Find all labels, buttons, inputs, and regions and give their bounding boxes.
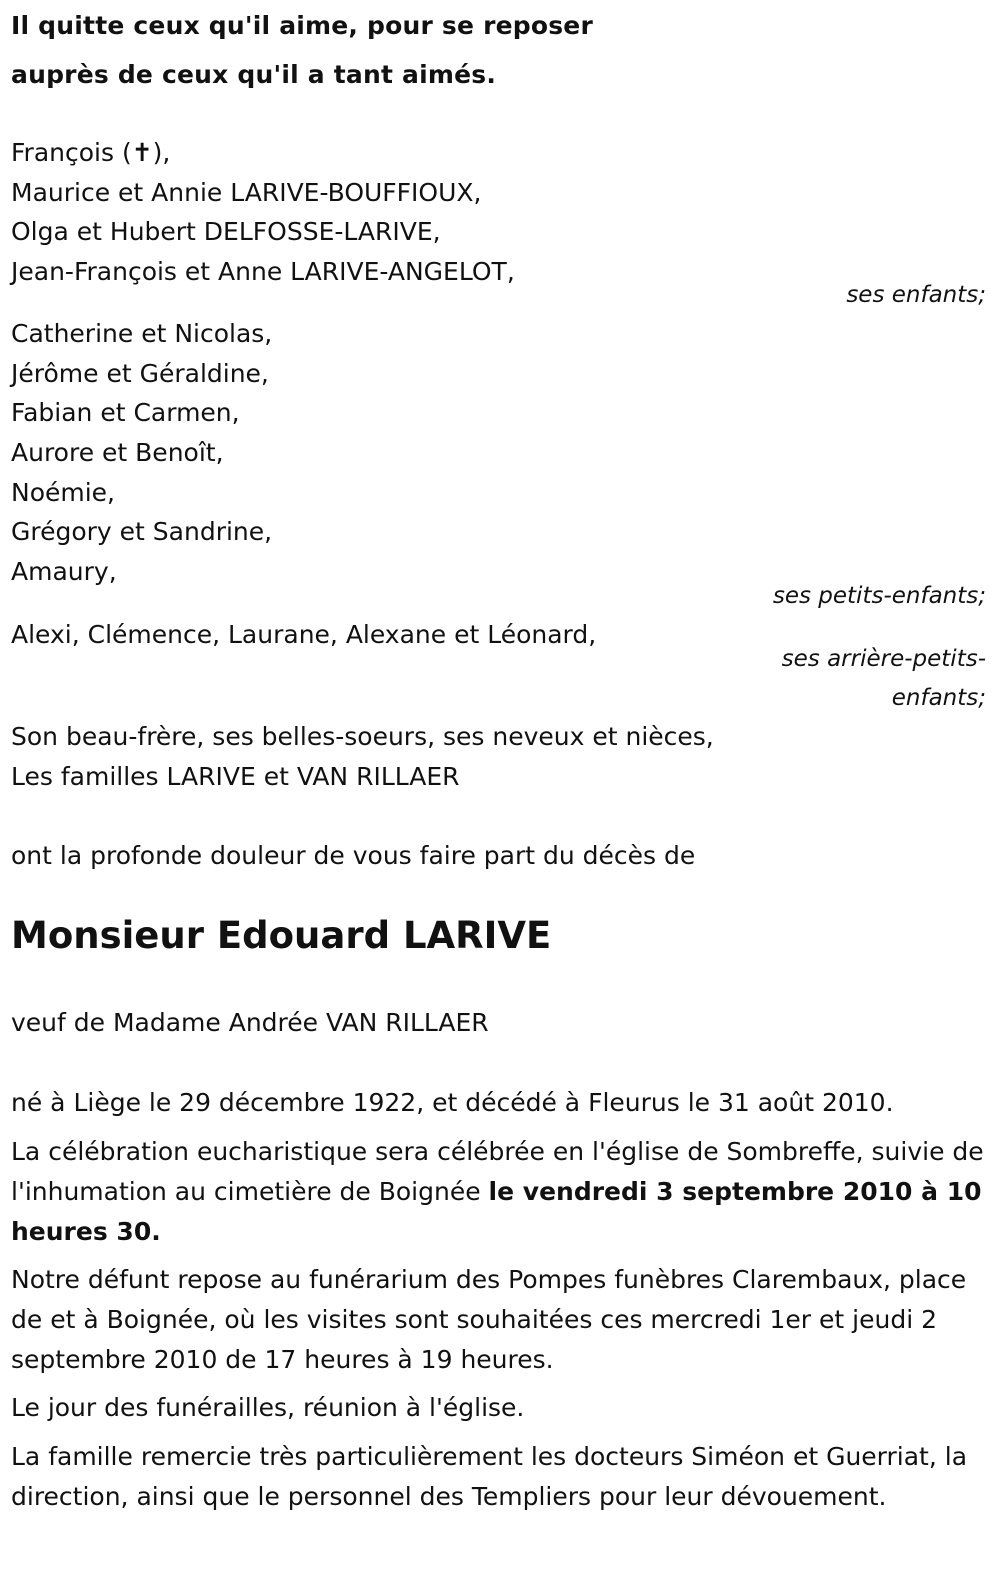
quote-line-1: Il quitte ceux qu'il aime, pour se reposer [11,11,593,40]
children-name-4: Jean-François et Anne LARIVE-ANGELOT, [11,257,515,286]
rest-paragraph: Notre défunt repose au funérarium des Pompes funèbres Clarembaux, place de et à Boignée, où les visites sont souhaitées ces mercredi 1er et jeudi 2 septembre 2010 de 17 heures à 19 heures. [11,1265,967,1374]
celebration-paragraph [11,1132,986,1252]
children-name-3: Olga et Hubert DELFOSSE-LARIVE, [11,217,441,246]
family-line-2: Les familles LARIVE et VAN RILLAER [11,762,460,791]
great-grandchildren-role-2: enfants; [891,685,986,711]
celebration-text: La célébration eucharistique sera célébrée en l'église de Sombreffe, suivie de l'inhumation au cimetière de Boignée [11,1137,984,1206]
children-name-2: Maurice et Annie LARIVE-BOUFFIOUX, [11,178,482,207]
quote-line-2: auprès de ceux qu'il a tant aimés. [11,60,497,89]
birth-death: né à Liège le 29 décembre 1922, et décédé à Fleurus le 31 août 2010. [11,1088,894,1117]
grandchildren-name-5: Noémie, [11,478,116,507]
grandchildren-name-4: Aurore et Benoît, [11,438,224,467]
celebration-date: le vendredi 3 septembre 2010 à 10 heures 30. [11,1177,982,1246]
grandchildren-name-1: Catherine et Nicolas, [11,319,273,348]
grandchildren-role: ses petits-enfants; [772,583,986,609]
reunion-paragraph: Le jour des funérailles, réunion à l'église. [11,1393,525,1422]
deceased-name: Monsieur Edouard LARIVE [11,914,552,957]
thanks-paragraph: La famille remercie très particulièrement les docteurs Siméon et Guerriat, la direction, ainsi que le personnel des Templiers pour leur dévouement. [11,1442,968,1511]
grandchildren-name-7: Amaury, [11,557,117,586]
grandchildren-name-3: Fabian et Carmen, [11,398,240,427]
children-role: ses enfants; [846,282,986,308]
widow-of: veuf de Madame Andrée VAN RILLAER [11,1008,489,1037]
great-grandchildren-names: Alexi, Clémence, Laurane, Alexane et Léonard, [11,620,597,649]
grandchildren-name-6: Grégory et Sandrine, [11,517,273,546]
announcement: ont la profonde douleur de vous faire part du décès de [11,841,696,870]
grandchildren-name-2: Jérôme et Géraldine, [11,359,269,388]
children-name-1: François (✝), [11,138,171,167]
great-grandchildren-role-1: ses arrière-petits- [781,646,986,672]
family-line-1: Son beau-frère, ses belles-soeurs, ses neveux et nièces, [11,722,714,751]
